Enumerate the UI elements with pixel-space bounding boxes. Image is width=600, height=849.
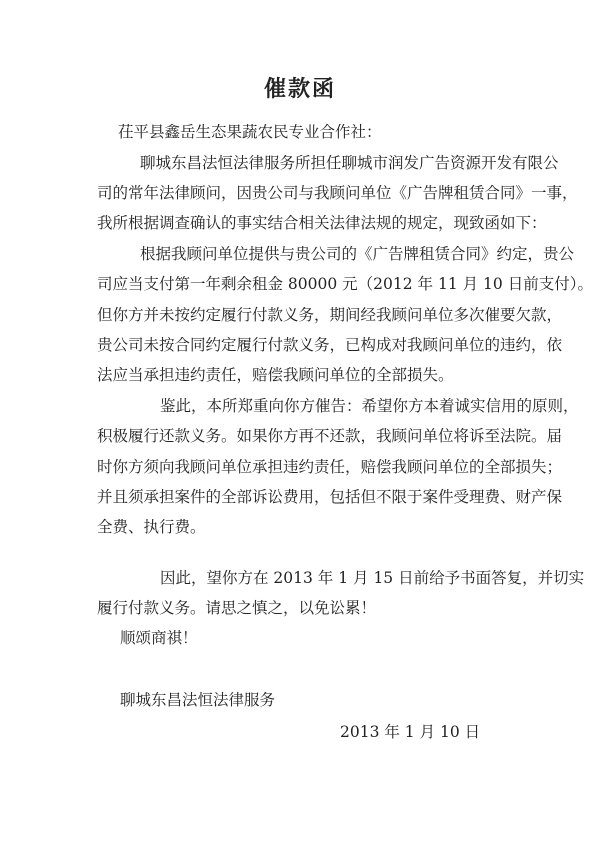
text-line: 司应当支付第一年剩余租金 80000 元（2012 年 11 月 10 日前支付）。 (97, 275, 593, 293)
date: 2013 年 1 月 10 日 (340, 723, 481, 741)
text-line: 全费、执行费。 (97, 518, 206, 536)
text-line: 法应当承担违约责任，赔偿我顾问单位的全部损失。 (97, 366, 454, 384)
text-line: 并且须承担案件的全部诉讼费用，包括但不限于案件受理费、财产保 (97, 488, 563, 506)
text-line: 我所根据调查确认的事实结合相关法律法规的规定，现致函如下： (97, 214, 547, 232)
text-line: 时你方须向我顾问单位承担违约责任，赔偿我顾问单位的全部损失； (97, 458, 563, 476)
text-line: 根据我顾问单位提供与贵公司的《广告牌租赁合同》约定，贵公 (140, 245, 575, 263)
closing: 顺颂商祺！ (120, 629, 198, 647)
text-line: 履行付款义务。请思之慎之，以免讼累！ (97, 599, 377, 617)
signature: 聊城东昌法恒法律服务 (120, 691, 276, 709)
text-line: 司的常年法律顾问，因贵公司与我顾问单位《广告牌租赁合同》一事， (97, 184, 578, 202)
text-line: 聊城东昌法恒法律服务所担任聊城市润发广告资源开发有限公 (140, 154, 559, 172)
text-line: 鉴此，本所郑重向你方催告：希望你方本着诚实信用的原则， (160, 397, 579, 415)
text-line: 贵公司未按合同约定履行付款义务，已构成对我顾问单位的违约，依 (97, 336, 563, 354)
text-line: 但你方并未按约定履行付款义务，期间经我顾问单位多次催要欠款， (97, 306, 563, 324)
text-line: 积极履行还款义务。如果你方再不还款，我顾问单位将诉至法院。届 (97, 427, 563, 445)
document-title: 催款函 (263, 76, 336, 102)
salutation: 茌平县鑫岳生态果蔬农民专业合作社： (118, 123, 382, 141)
text-line: 因此，望你方在 2013 年 1 月 15 日前给予书面答复，并切实 (160, 569, 585, 587)
